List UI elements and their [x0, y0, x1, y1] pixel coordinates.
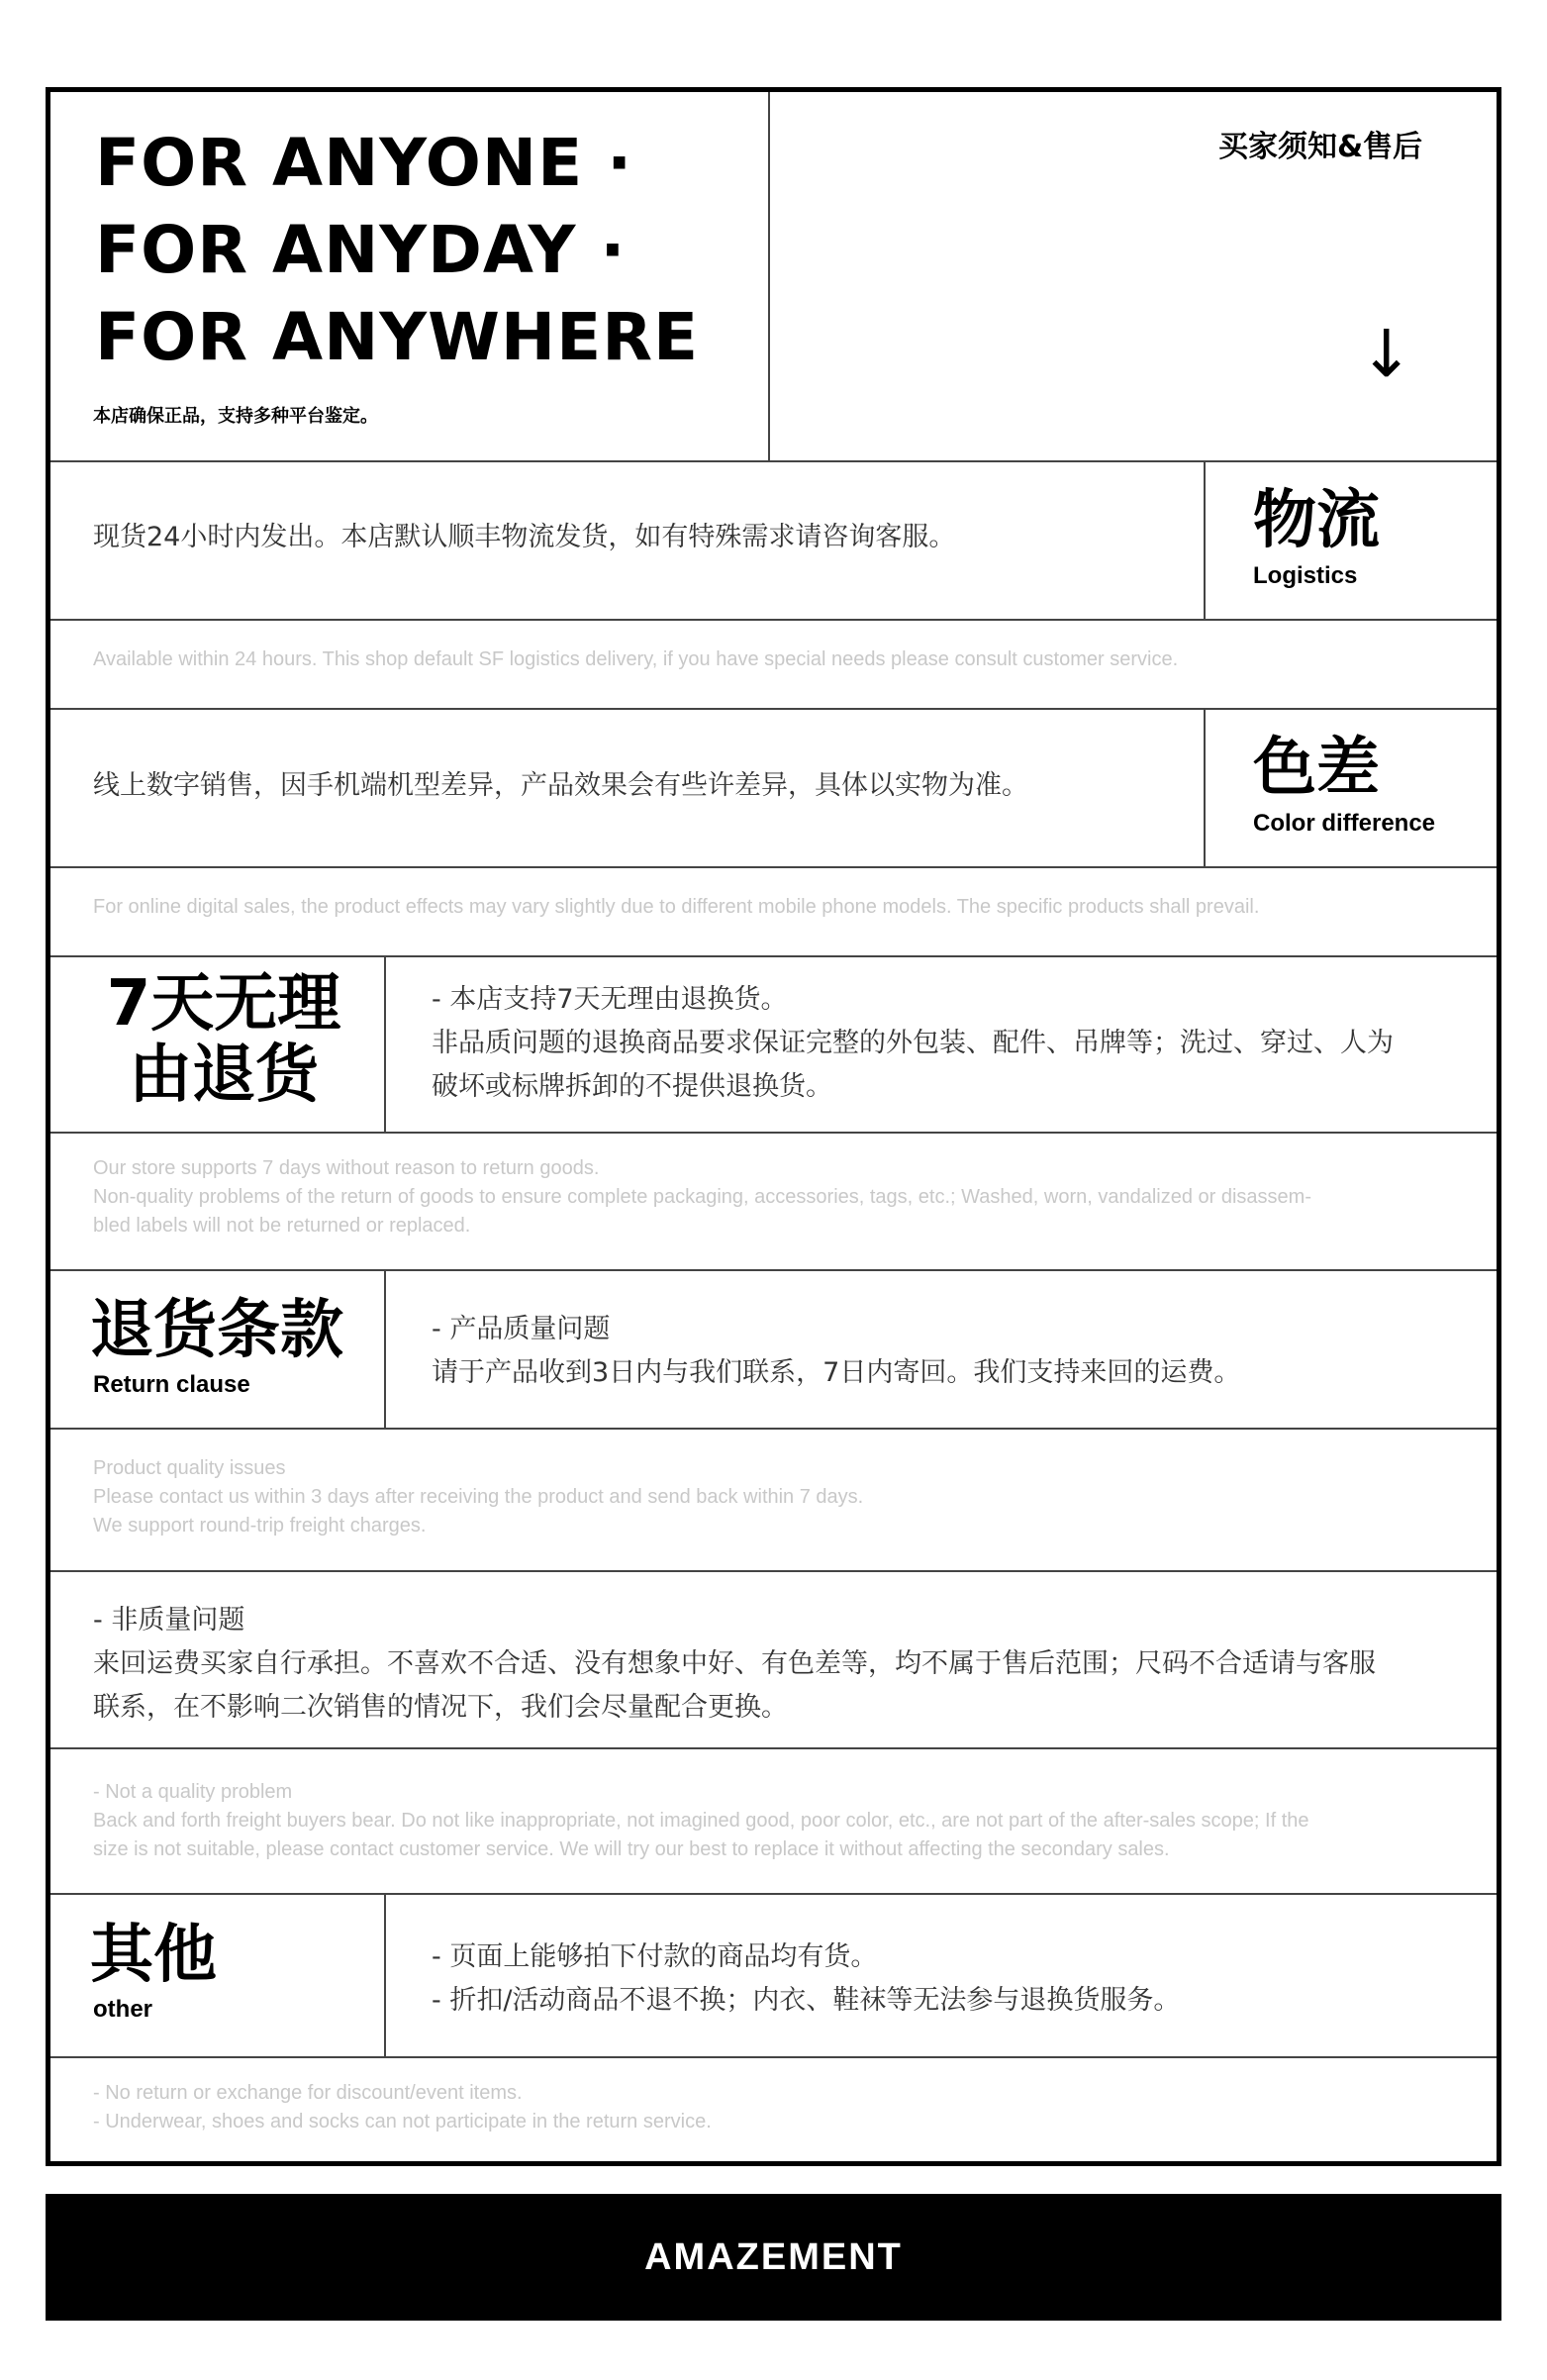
other-en-line-2: - Underwear, shoes and socks can not participate in the return service.: [93, 2111, 712, 2132]
non-quality-text-en: [93, 1778, 1309, 1864]
color-text-en: For online digital sales, the product effects may vary slightly due to different mobile phone models. The specific products shall prevail.: [93, 896, 1260, 918]
non-quality-en-line-1: - Not a quality problem: [93, 1781, 293, 1803]
color-subtitle: Color difference: [1253, 810, 1436, 837]
seven-day-en-line-2: Non-quality problems of the return of goods to ensure complete packaging, accessories, tags, etc.; Washed, worn, vandalized or disassem-: [93, 1186, 1311, 1208]
divider: [50, 619, 1497, 621]
color-text: 线上数字销售，因手机端机型差异，产品效果会有些许差异，具体以实物为准。: [93, 770, 1028, 801]
seven-day-en-line-3: bled labels will not be returned or replaced.: [93, 1215, 471, 1237]
return-text: [432, 1308, 1240, 1395]
seven-day-text-line-3: 破坏或标牌拆卸的不提供退换货。: [432, 1071, 832, 1102]
brand-footer: [46, 2194, 1501, 2321]
non-quality-en-line-3: size is not suitable, please contact customer service. We will try our best to replace it without affecting the secondary sales.: [93, 1838, 1170, 1860]
logistics-divider: [1204, 460, 1206, 619]
divider: [50, 1893, 1497, 1895]
return-en-line-2: Please contact us within 3 days after receiving the product and send back within 7 days.: [93, 1486, 864, 1508]
other-text-en: [93, 2079, 712, 2136]
divider: [50, 460, 1497, 462]
divider: [50, 1269, 1497, 1271]
seven-day-en-line-1: Our store supports 7 days without reason to return goods.: [93, 1157, 600, 1179]
logistics-text: 现货24小时内发出。本店默认顺丰物流发货，如有特殊需求请咨询客服。: [93, 522, 956, 552]
divider: [50, 1428, 1497, 1430]
non-quality-line-2: 来回运费买家自行承担。不喜欢不合适、没有想象中好、有色差等，均不属于售后范围；尺码不合适请与客服: [93, 1648, 1376, 1679]
logistics-text-en: Available within 24 hours. This shop default SF logistics delivery, if you have special needs please consult customer service.: [93, 648, 1179, 670]
return-en-line-1: Product quality issues: [93, 1457, 286, 1479]
non-quality-line-3: 联系，在不影响二次销售的情况下，我们会尽量配合更换。: [93, 1692, 788, 1723]
divider: [50, 708, 1497, 710]
arrow-down-icon: ↓: [1359, 316, 1414, 392]
return-text-en: [93, 1454, 863, 1540]
divider: [50, 1570, 1497, 1572]
return-en-line-3: We support round-trip freight charges.: [93, 1515, 427, 1537]
notice-frame: [46, 87, 1501, 2166]
divider: [50, 2056, 1497, 2058]
return-divider: [384, 1269, 386, 1428]
hero-line-2: FOR ANYDAY ·: [95, 212, 627, 288]
hero-slogan: [95, 120, 699, 381]
color-title: 色差: [1253, 732, 1380, 805]
page-title: 买家须知&售后: [1218, 130, 1423, 164]
seven-day-text-line-2: 非品质问题的退换商品要求保证完整的外包装、配件、吊牌等；洗过、穿过、人为: [432, 1028, 1394, 1058]
other-title: 其他: [90, 1919, 217, 1992]
seven-day-text: [432, 978, 1394, 1109]
seven-day-title: [90, 968, 357, 1111]
hero-line-3: FOR ANYWHERE: [95, 299, 700, 375]
divider: [50, 1747, 1497, 1749]
seven-day-title-line-2: 由退货: [129, 1039, 319, 1112]
logistics-subtitle: Logistics: [1253, 562, 1358, 589]
other-text-line-2: - 折扣/活动商品不退不换；内衣、鞋袜等无法参与退换货服务。: [432, 1985, 1181, 2016]
color-divider: [1204, 708, 1206, 866]
other-subtitle: other: [93, 1996, 152, 2023]
return-text-line-1: - 产品质量问题: [432, 1314, 611, 1344]
hero-line-1: FOR ANYONE ·: [95, 125, 633, 201]
non-quality-line-1: - 非质量问题: [93, 1605, 245, 1636]
seven-day-divider: [384, 955, 386, 1132]
other-en-line-1: - No return or exchange for discount/event items.: [93, 2082, 523, 2104]
hero-divider: [768, 92, 770, 460]
divider: [50, 955, 1497, 957]
authenticity-note: 本店确保正品，支持多种平台鉴定。: [93, 406, 378, 427]
divider: [50, 866, 1497, 868]
logistics-title: 物流: [1253, 484, 1380, 557]
other-text-line-1: - 页面上能够拍下付款的商品均有货。: [432, 1941, 878, 1972]
seven-day-text-line-1: - 本店支持7天无理由退换货。: [432, 984, 788, 1015]
brand-name: AMAZEMENT: [644, 2235, 903, 2278]
seven-day-title-line-1: 7天无理: [106, 967, 341, 1041]
return-text-line-2: 请于产品收到3日内与我们联系，7日内寄回。我们支持来回的运费。: [432, 1357, 1241, 1388]
non-quality-text: [93, 1599, 1376, 1730]
return-title: 退货条款: [90, 1294, 343, 1367]
divider: [50, 1132, 1497, 1134]
other-divider: [384, 1893, 386, 2056]
other-text: [432, 1935, 1180, 2023]
non-quality-en-line-2: Back and forth freight buyers bear. Do not like inappropriate, not imagined good, poor color, etc., are not part of the after-sales scope; If the: [93, 1810, 1309, 1832]
return-subtitle: Return clause: [93, 1371, 250, 1398]
seven-day-text-en: [93, 1154, 1311, 1240]
